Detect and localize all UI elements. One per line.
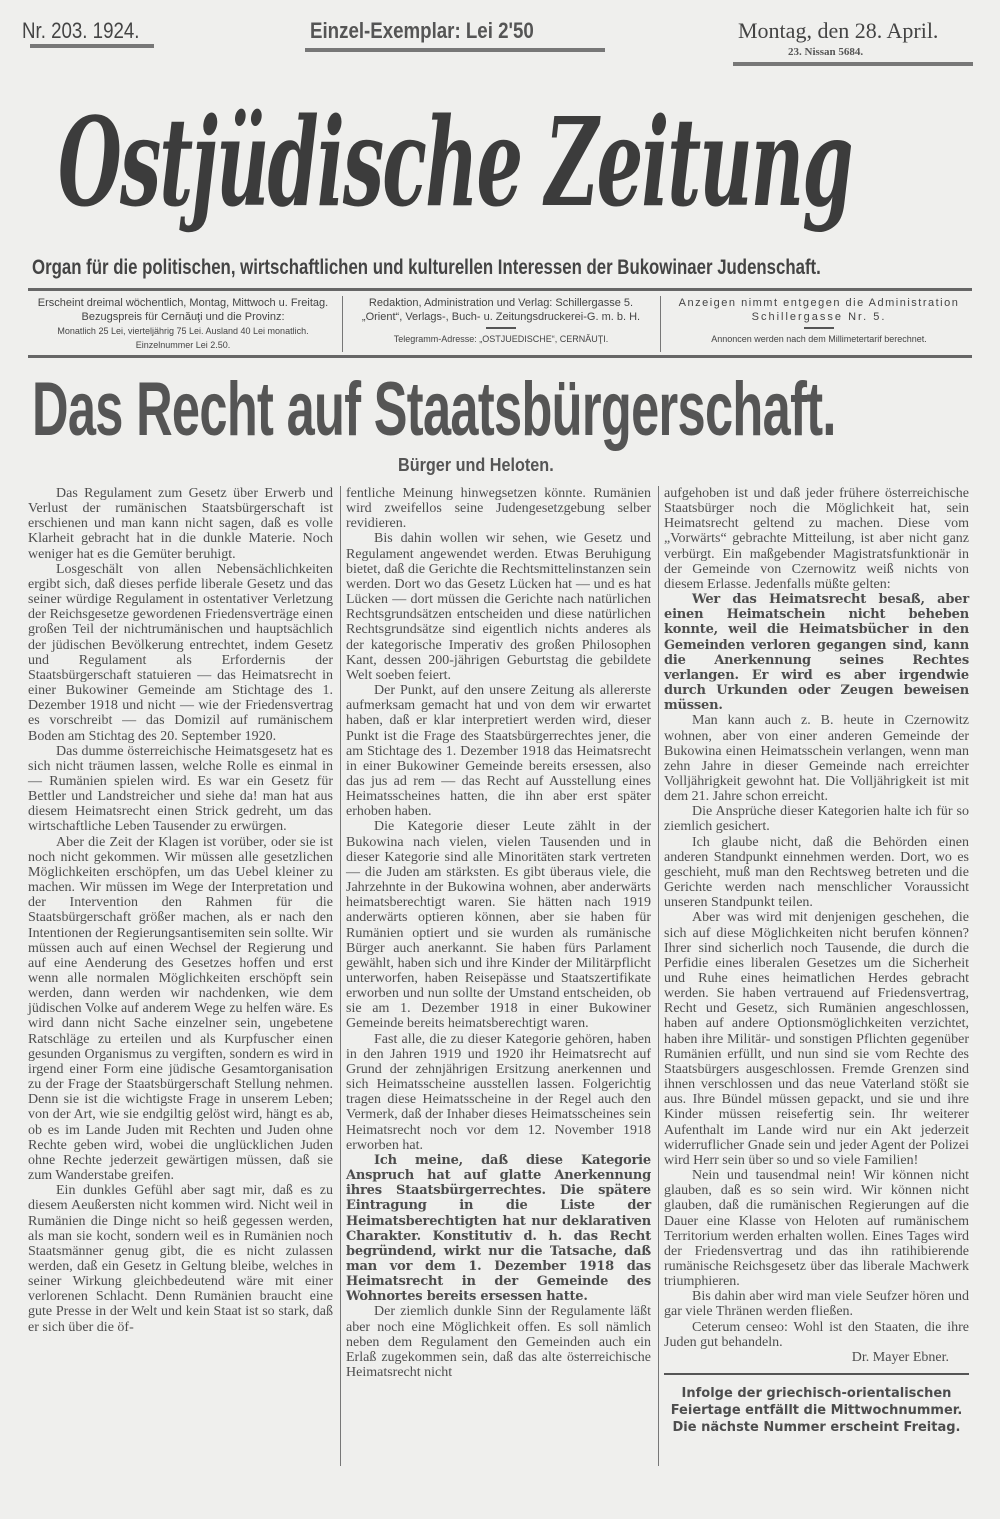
article-paragraph: Aber was wird mit denjenigen geschehen, die sich auf diese Möglichkeiten nicht berufen können? Ihrer sind sicherlich noch Tausende, die durch die Perfidie eines liberalen Gesetzes um die Sicherheit und Ruhe eines heimatlichen Herdes gebracht werden. Sie haben vertrauend auf Friedensvertrag, Recht und Gesetz, sich Rumänien angeschlossen, haben auf andere Optionsmöglichkeiten verzichtet, haben ihre Militär- und sonstigen Pflichten gegenüber Rumänien erfüllt, und nun sind sie vom Rechte des Staatsbürgers ausgeschlossen. Fremde Grenzen sind ihnen verschlossen und das neue Vaterland stößt sie aus. Ihre Bündel müssen gepackt, und sie und ihre Kinder müssen reisefertig sein. Ihr weiterer Aufenthalt im Lande wird nur ein Akt jederzeit widerruflicher Gnade sein und jeder Agent der Polizei wird Herr sein über so und so viele Familien! <box>664 910 969 1168</box>
article-paragraph: Nein und tausendmal nein! Wir können nicht glauben, daß es so sein wird. Wir können nicht glauben, daß die rumänischen Regierungen auf die Dauer eine Klasse von Heloten auf rumänischem Territorium werden erhalten wollen. Eines Tages wird der Friedensvertrag und das ihn ratihibierende rumänische Reichsgesetz über das liberale Machwerk triumphieren. <box>664 1168 969 1290</box>
article-paragraph: Ein dunkles Gefühl aber sagt mir, daß es zu diesem Aeußersten nicht kommen wird. Nicht weil in Rumänien die Dinge nicht so heiß gegessen werden, als man sie kocht, sondern weil es in Rumänien noch Staatsmänner genug gibt, die es nicht zulassen werden, daß ein Gesetz in Geltung bleibe, welches in seiner Wirkung gleichbedeutend wäre mit einer verlorenen Schlacht. Denn Rumänien braucht eine gute Presse in der Welt und kein Staat ist so stark, daß er sich über die öf- <box>28 1183 333 1335</box>
article-paragraph: Das dumme österreichische Heimatsgesetz hat es sich nicht träumen lassen, welche Rolle es einmal in — Rumänien spielen wird. Es war ein Gesetz für Bettler und Landstreicher und siehe da! man hat aus diesem Heimatsrecht einen Strick gedreht, um das wirtschaftliche Leben Tausender zu erwürgen. <box>28 743 333 835</box>
article-paragraph: Der Punkt, auf den unsere Zeitung als allererste aufmerksam gemacht hat und von dem wir erwartet haben, daß er klar interpretiert werden wird, dieser Punkt ist die Frage des Staatsbürgerrechtes jener, die am Stichtage des 1. Dezember 1918 das Heimatsrecht in einer Bukowiner Gemeinde bereits ersessen, also das jus ad rem — das Recht auf Ausstellung eines Heimatsscheines hatten, die ihn aber erst später erhoben haben. <box>346 683 651 820</box>
divider <box>804 327 834 329</box>
info-line: Bezugspreis für Cernăuţi und die Provinz: <box>81 311 285 323</box>
divider <box>305 48 605 52</box>
price: Einzel-Exemplar: Lei 2'50 <box>310 18 534 43</box>
article-paragraph: Bis dahin wollen wir sehen, wie Gesetz und Regulament angewendet werden. Etwas Beruhigung bietet, daß die Gerichte die Rechtsmittelinstanzen sein werden. Dort wo das Gesetz Lücken hat — und es hat Lücken — dort müssen die Gerichte nach natürlichen Rechtsgrundsätzen entscheiden und diese natürlichen Rechtsgrundsätze sind eigentlich nichts anderes als der kategorische Imperativ des großen Philosophen Kant, dessen 200-jährigen Geburtstag die gebildete Welt soeben feiert. <box>346 531 651 683</box>
divider <box>486 327 516 329</box>
article-column-1 <box>28 486 333 1335</box>
article-paragraph: Die Kategorie dieser Leute zählt in der Bukowina nach vielen, vielen Tausenden und in dieser Kategorie sind alle Minoritäten stark vertreten — die Juden am stärksten. Es gibt überaus viele, die Jahrzehnte in der Bukowina wohnen, aber anderwärts heimatsberechtigt waren. Sie hätten nach 1919 anderwärts optieren können, aber sie haben für Rumänien optiert und sie wurden als rumänische Bürger auch anerkannt. Sie haben fürs Parlament gewählt, haben sich und ihre Kinder der Militärpflicht unterworfen, haben Reisepässe und Staatszertifikate erworben und nun sollte der Umstand entscheiden, ob sie am 1. Dezember 1918 in einer Bukowiner Gemeinde bereits heimatsberechtigt waren. <box>346 819 651 1032</box>
article-paragraph: Das Regulament zum Gesetz über Erwerb und Verlust der rumänischen Staatsbürgerschaft ist erschienen und man kann nicht sagen, daß es volle Klarheit gebracht hat in die dunkle Materie. Noch weniger hat es die Gemüter beruhigt. <box>28 486 333 562</box>
article-paragraph: Ich glaube nicht, daß die Behörden einen anderen Standpunkt einnehmen werden. Dort, wo es geschieht, muß man den Rechtsweg betreten und die Gerichte werden nach menschlicher Voraussicht unseren Standpunkt teilen. <box>664 834 969 911</box>
issue-number: Nr. 203. 1924. <box>22 18 140 43</box>
info-line: Anzeigen nimmt entgegen die Administration <box>678 297 960 309</box>
publication-notice: Infolge der griechisch-orientalischen Feiertage entfällt die Mittwochnummer. Die nächste Nummer erscheint Freitag. <box>670 1386 963 1436</box>
divider <box>30 44 154 48</box>
column-divider <box>340 486 341 1466</box>
article-subhead: Bürger und Heloten. <box>398 455 554 475</box>
article-paragraph: Bis dahin aber wird man viele Seufzer hören und gar viele Thränen werden fließen. <box>664 1289 969 1320</box>
article-signature: Dr. Mayer Ebner. <box>851 1349 949 1365</box>
info-line: Schillergasse Nr. 5. <box>751 311 887 323</box>
info-line: Telegramm-Adresse: „OSTJUEDISCHE“, CERNĂUŢI. <box>393 334 609 344</box>
info-line: Erscheint dreimal wöchentlich, Montag, Mittwoch u. Freitag. <box>37 297 329 309</box>
info-subscription <box>28 296 338 352</box>
divider <box>733 62 973 66</box>
info-line: Monatlich 25 Lei, vierteljährig 75 Lei. Ausland 40 Lei monatlich. <box>57 326 309 336</box>
divider <box>660 296 661 352</box>
column-divider <box>658 486 659 1466</box>
info-editorial <box>346 296 656 352</box>
article-paragraph: Losgeschält von allen Nebensächlichkeiten ergibt sich, daß dieses perfide liberale Gesetz und das seiner würdige Regulament in ostentativer Verletzung der Reichsgesetze gewordenen Friedensverträge einen großen Teil der nichtrumänischen und hauptsächlich der jüdischen Bevölkerung entrechtet, indem Gesetz und Regulament als Erfordernis der Staatsbürgerschaft statuieren — das Heimatsrecht in einer Bukowiner Gemeinde am Stichtage des 1. Dezember 1918 und nicht — wie der Friedensvertrag es vorschreibt — das Domizil auf rumänischem Boden am Stichtag des 20. September 1920. <box>28 561 333 744</box>
article-paragraph: Die Ansprüche dieser Kategorien halte ich für so ziemlich gesichert. <box>664 804 969 835</box>
divider <box>342 296 343 352</box>
article-paragraph: Aber die Zeit der Klagen ist vorüber, oder sie ist noch nicht gekommen. Wir müssen alle gesetzlichen Möglichkeiten erschöpfen, um das Uebel kleiner zu machen. Wir müssen im Wege der Interpretation und der Intervention den Rahmen für die Staatsbürgerschaft größer machen, als er nach den Intentionen der Regierungsantisemiten sein sollte. Wir müssen auch auf einen Wechsel der Regierung und auf eine Aenderung des Gesetzes hoffen und erst wenn alle normalen Möglichkeiten erschöpft sein werden, dann werden wir nachdenken, wie dem jüdischen Volke auf anderem Wege zu helfen wäre. Es wird dann nicht Sache einzelner sein, ungebetene Ratschläge zu erteilen und als Kurpfuscher einen gesunden Organismus zu vergiften, sondern es wird in irgend einer Form eine jüdische Gesamtorganisation zu der Frage der Staatsbürgerschaft Stellung nehmen. Denn sie ist die wichtigste Frage in unserem Leben; von der Art, wie sie endgiltig gelöst wird, hängt es ab, ob es im Lande Juden mit Rechten und Juden ohne Rechte geben wird, wobei die unglücklichen Juden ohne Rechte jederzeit gewärtigen müssen, daß sie zum Wanderstabe greifen. <box>28 834 333 1184</box>
divider <box>28 288 972 291</box>
article-paragraph: Ceterum censeo: Wohl ist den Staaten, die ihre Juden gut behandeln. <box>664 1319 969 1350</box>
masthead-title: Ostjüdische Zeitung <box>58 90 852 234</box>
article-paragraph: Ich meine, daß diese Kategorie Anspruch hat auf glatte Anerkennung ihres Staatsbürgerrechtes. Die spätere Eintragung in die Liste der Heimatsberechtigten hat nur deklarativen Charakter. Konstitutiv d. h. das Recht begründend, wirkt nur die Tatsache, daß man vor dem 1. Dezember 1918 das Heimatsrecht in der Gemeinde des Wohnortes bereits ersessen hatte. <box>346 1152 651 1305</box>
info-line: Annoncen werden nach dem Millimetertarif berechnet. <box>711 334 927 344</box>
info-advertising <box>664 296 974 352</box>
divider <box>28 355 972 358</box>
article-column-3 <box>664 486 969 1436</box>
article-paragraph: fentliche Meinung hinwegsetzen könnte. Rumänien wird zweifellos seine Judengesetzgebung selber revidieren. <box>346 486 651 532</box>
info-line: „Orient“, Verlags-, Buch- u. Zeitungsdruckerei-G. m. b. H. <box>361 311 641 323</box>
issue-date: Montag, den 28. April. <box>738 18 939 43</box>
article-headline: Das Recht auf Staatsbürgerschaft. <box>32 367 836 452</box>
article-paragraph: Fast alle, die zu dieser Kategorie gehören, haben in den Jahren 1919 und 1920 ihr Heimatsrecht auf Grund der zehnjährigen Ersitzung anerkennen und sich Heimatsscheine ausstellen lassen. Folgerichtig tragen diese Heimatsscheine in der Regel auch den Vermerk, daß der Inhaber dieses Heimatsscheines sein Heimatsrecht noch vor dem 12. November 1918 erworben hat. <box>346 1031 651 1153</box>
article-paragraph: Der ziemlich dunkle Sinn der Regulamente läßt aber noch eine Möglichkeit offen. Es soll nämlich neben dem Regulament den Gemeinden auch ein Erlaß zugekommen sein, daß das alte österreichische Heimatsrecht nicht <box>346 1304 651 1381</box>
hebrew-date: 23. Nissan 5684. <box>788 46 864 58</box>
article-paragraph: Man kann auch z. B. heute in Czernowitz wohnen, aber von einer anderen Gemeinde der Bukowina einen Heimatsschein verlangen, wenn man zehn Jahre in dieser Gemeinde nach erreichter Volljährigkeit gewohnt hat. Die Volljährigkeit ist mit dem 21. Jahre schon erreicht. <box>664 713 969 805</box>
masthead-subtitle: Organ für die politischen, wirtschaftlichen und kulturellen Interessen der Bukowinaer Judenschaft. <box>32 256 821 279</box>
article-paragraph: Wer das Heimatsrecht besaß, aber einen Heimatschein nicht beheben konnte, weil die Heimatsbücher in den Gemeinden verloren gegangen sind, kann die Anerkennung seines Rechtes verlangen. Er wird es aber irgendwie durch Urkunden oder Zeugen beweisen müssen. <box>664 592 969 714</box>
article-paragraph: aufgehoben ist und daß jeder frühere österreichische Staatsbürger noch die Möglichkeit hat, sein Heimatsrecht geltend zu machen. Diese vom „Vorwärts“ gebrachte Mitteilung, ist aber nicht ganz verbürgt. Ein maßgebender Magistratsfunktionär in der Gemeinde von Czernowitz weiß nichts von diesem Erlasse. Jedenfalls müßte gelten: <box>664 486 969 592</box>
article-column-2 <box>346 486 651 1380</box>
info-line: Einzelnummer Lei 2.50. <box>135 340 231 350</box>
divider <box>664 1373 969 1375</box>
info-line: Redaktion, Administration und Verlag: Schillergasse 5. <box>368 297 634 309</box>
